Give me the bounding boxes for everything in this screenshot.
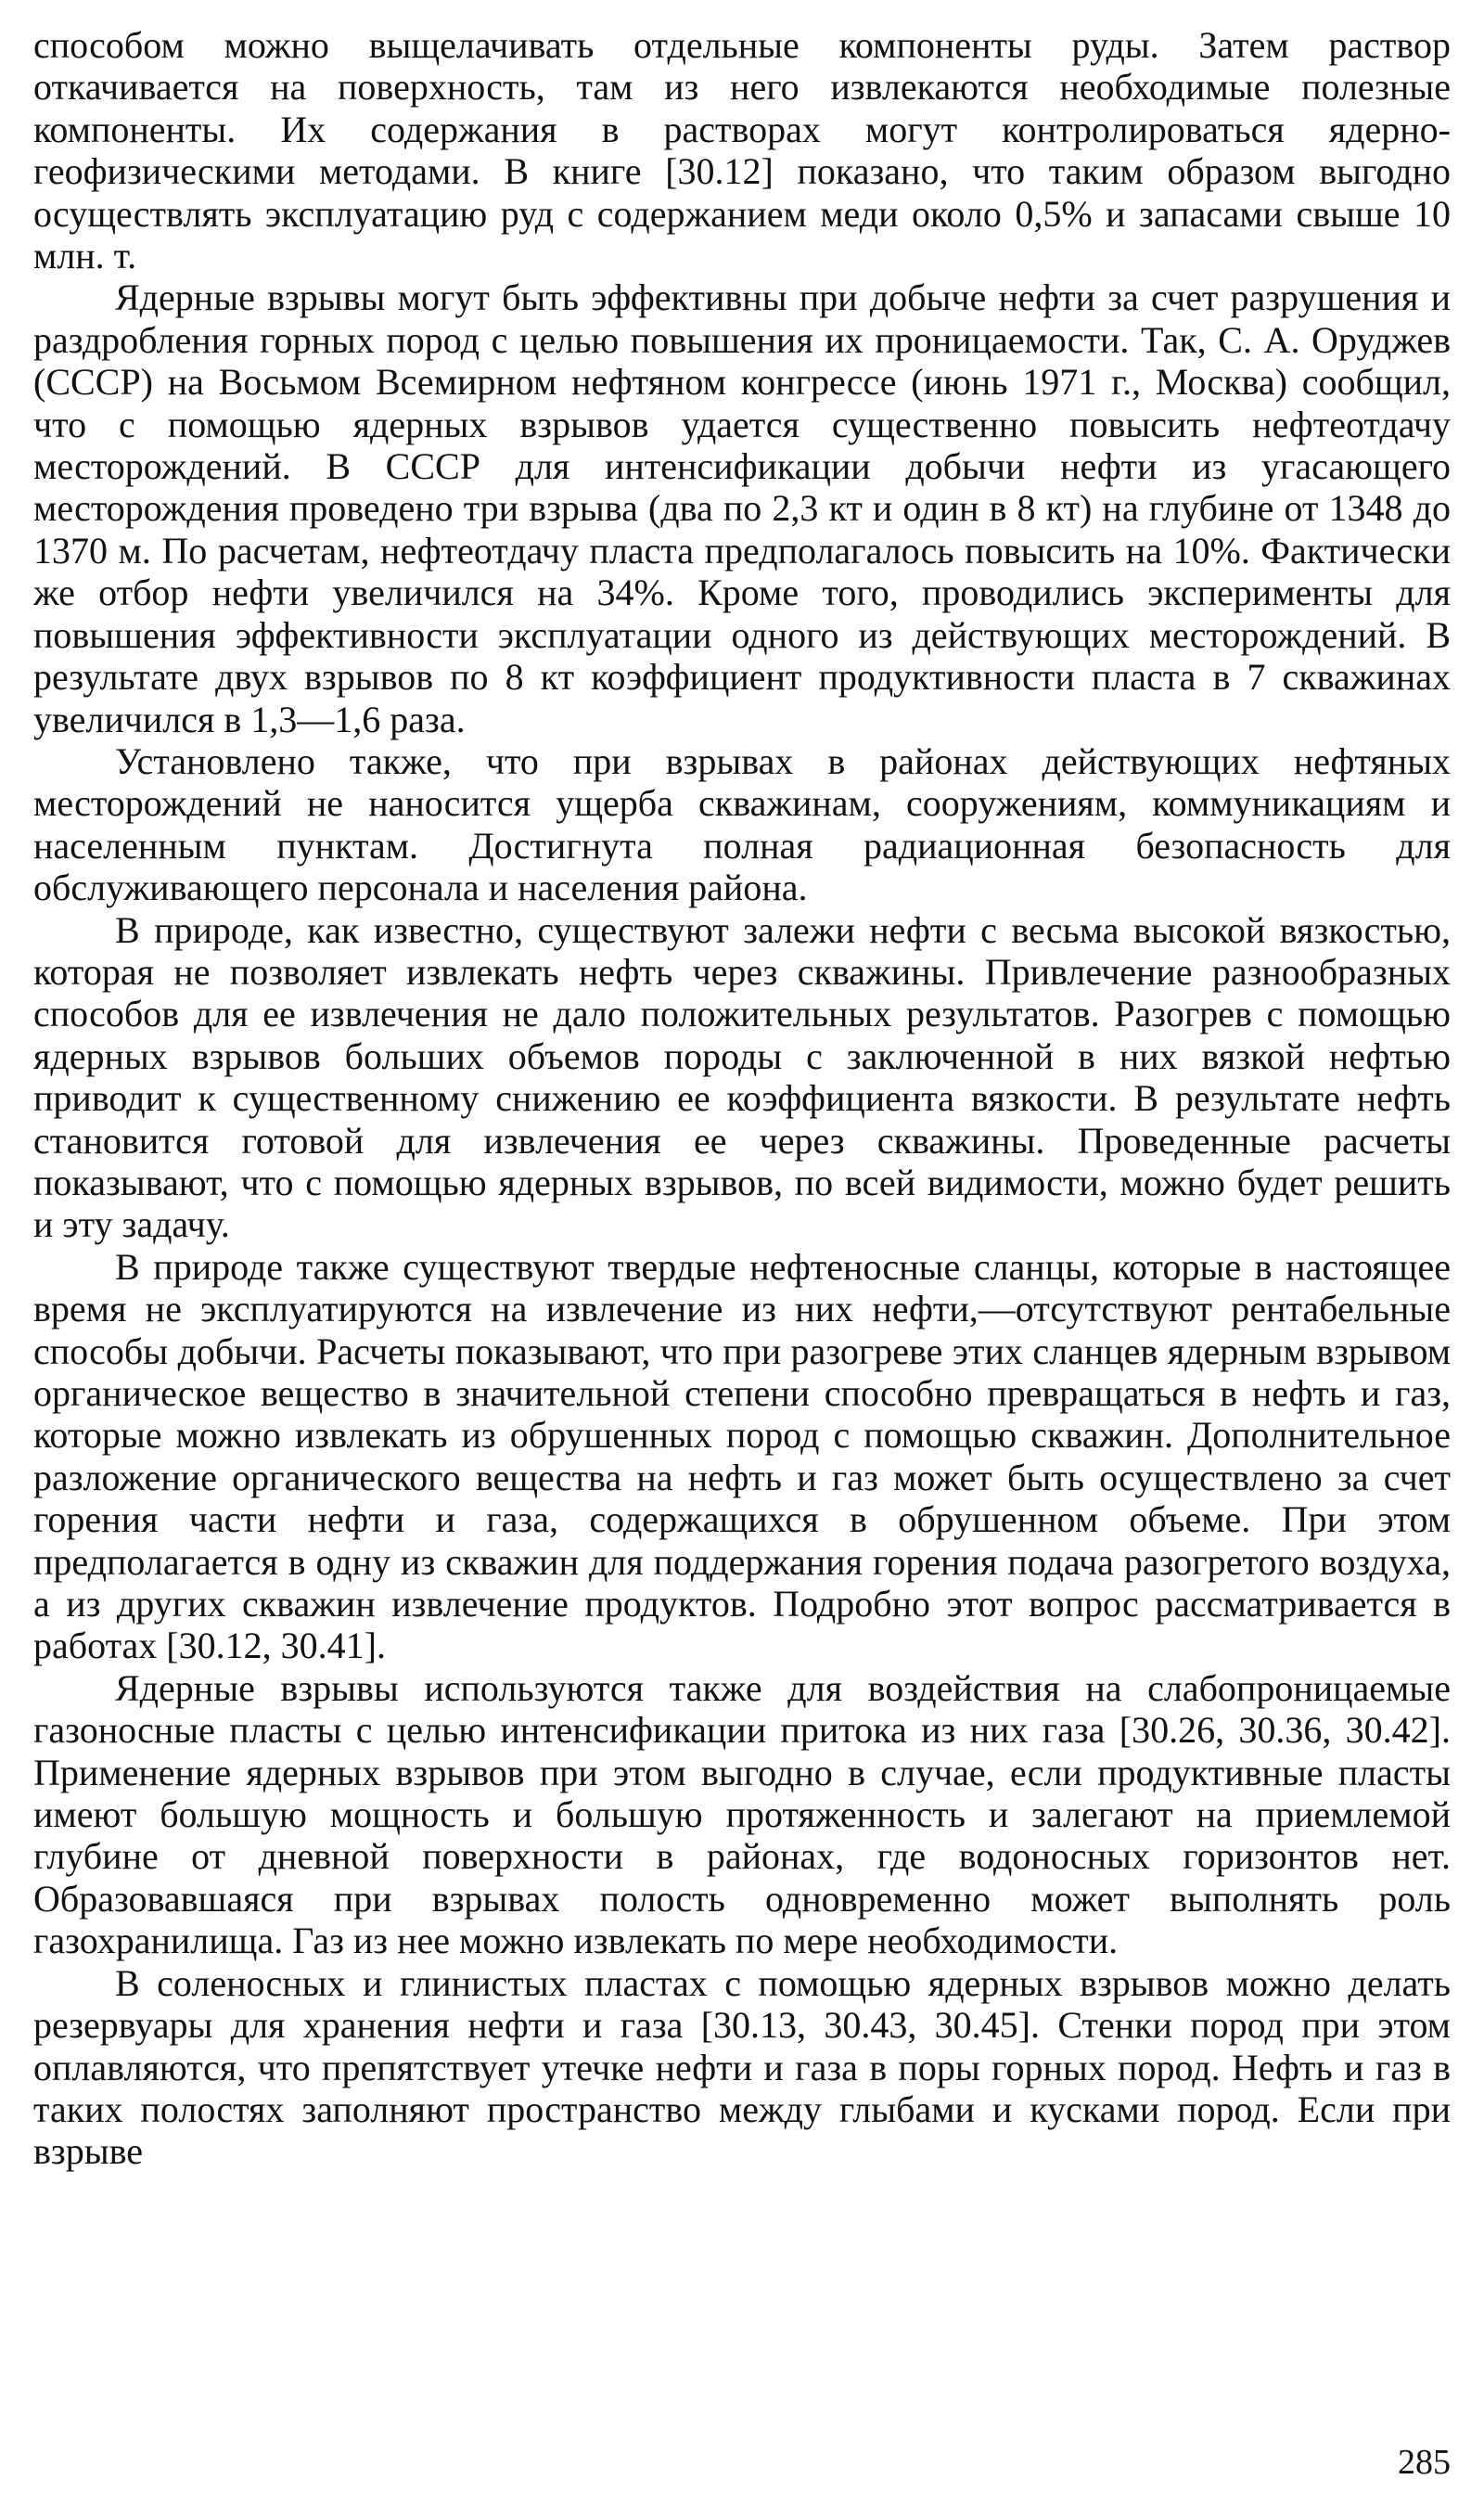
paragraph-safety: Установлено также, что при взрывах в районах действующих нефтяных месторождений не наносится ущерба скважинам, сооружениям, коммуникациям и населенным пунктам. Достигнута полная радиационная безопасность для обслуживающего персонала и населения района.: [33, 739, 1451, 909]
paragraph-oil-shale: В природе также существуют твердые нефтеносные сланцы, которые в настоящее время не эксплуатируются на извлечение из них нефти,—отсутствуют рентабельные способы добычи. Расчеты показывают, что при разогреве этих сланцев ядерным взрывом органическое вещество в значительной степени способно превращаться в нефть и газ, которые можно извлекать из обрушенных пород с помощью скважин. Дополнительное разложение органического вещества на нефть и газ может быть осуществлено за счет горения части нефти и газа, содержащихся в обрушенном объеме. При этом предполагается в одну из скважин для поддержания горения подача разогретого воздуха, а из других скважин извлечение продуктов. Подробно этот вопрос рассматривается в работах [30.12, 30.41].: [33, 1245, 1451, 1667]
paragraph-storage-caverns: В соленосных и глинистых пластах с помощью ядерных взрывов можно делать резервуары для хранения нефти и газа [30.13, 30.43, 30.45]. Стенки пород при этом оплавляются, что препятствует утечке нефти и газа в поры горных пород. Нефть и газ в таких полостях заполняют пространство между глыбами и кусками пород. Если при взрыве: [33, 1961, 1451, 2173]
page-number: 285: [1398, 2443, 1451, 2482]
paragraph-ore-leaching: способом можно выщелачивать отдельные компоненты руды. Затем раствор откачивается на поверхность, там из него извлекаются необходимые полезные компоненты. Их содержания в растворах могут контролироваться ядерно-геофизическими методами. В книге [30.12] показано, что таким образом выгодно осуществлять эксплуатацию руд с содержанием меди около 0,5% и запасами свыше 10 млн. т.: [33, 24, 1451, 277]
paragraph-viscous-oil: В природе, как известно, существуют залежи нефти с весьма высокой вязкостью, которая не позволяет извлекать нефть через скважины. Привлечение разнообразных способов для ее извлечения не дало положительных результатов. Разогрев с помощью ядерных взрывов больших объемов породы с заключенной в них вязкой нефтью приводит к существенному снижению ее коэффициента вязкости. В результате нефть становится готовой для извлечения ее через скважины. Проведенные расчеты показывают, что с помощью ядерных взрывов, по всей видимости, можно будет решить и эту задачу.: [33, 908, 1451, 1246]
page-body: [33, 24, 1451, 2173]
paragraph-gas-reservoirs: Ядерные взрывы используются также для воздействия на слабопроницаемые газоносные пласты с целью интенсификации притока из них газа [30.26, 30.36, 30.42]. Применение ядерных взрывов при этом выгодно в случае, если продуктивные пласты имеют большую мощность и большую протяженность и залегают на приемлемой глубине от дневной поверхности в районах, где водоносных горизонтов нет. Образовавшаяся при взрывах полость одновременно может выполнять роль газохранилища. Газ из нее можно извлекать по мере необходимости.: [33, 1666, 1451, 1962]
paragraph-oil-recovery: Ядерные взрывы могут быть эффективны при добыче нефти за счет разрушения и раздробления горных пород с целью повышения их проницаемости. Так, С. А. Оруджев (СССР) на Восьмом Всемирном нефтяном конгрессе (июнь 1971 г., Москва) сообщил, что с помощью ядерных взрывов удается существенно повысить нефтеотдачу месторождений. В СССР для интенсификации добычи нефти из угасающего месторождения проведено три взрыва (два по 2,3 кт и один в 8 кт) на глубине от 1348 до 1370 м. По расчетам, нефтеотдачу пласта предполагалось повысить на 10%. Фактически же отбор нефти увеличился на 34%. Кроме того, проводились эксперименты для повышения эффективности эксплуатации одного из действующих месторождений. В результате двух взрывов по 8 кт коэффициент продуктивности пласта в 7 скважинах увеличился в 1,3—1,6 раза.: [33, 276, 1451, 740]
